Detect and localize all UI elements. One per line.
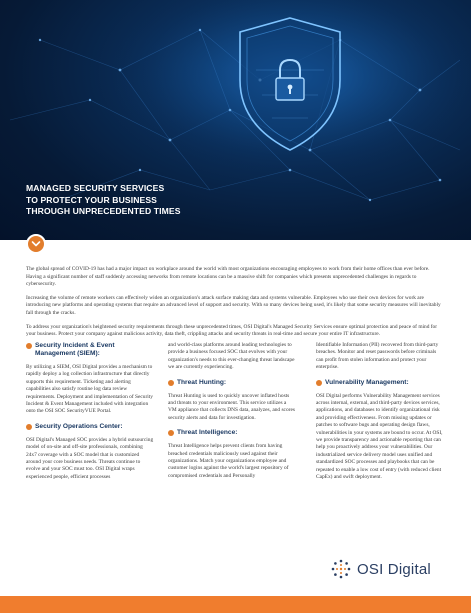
footer-bar — [0, 596, 471, 613]
section-body: OSI Digital performs Vulnerability Management services across internal, external, and third-party devices services, applications, and databases to identify organizational risk and providing effectiveness. From missing updates or patches to software bugs and operating design flaws, vulnerabilities in your systems are bound to occur. At OSI, we provide transparency and actionable reporting that can help you proactively address your vulnerabilities. Our industrialized service delivery model uses unified and standardized SOC processes and playbooks that can be repeated to enable a low cost of entry (with reduced client CapEx) and swift deployment. — [316, 392, 443, 481]
chevron-down-button[interactable] — [26, 234, 46, 254]
bullet-dot-icon — [316, 380, 322, 386]
section-title: Security Operations Center: — [35, 422, 123, 430]
osi-digital-logo — [330, 558, 431, 580]
section-title: Threat Hunting: — [177, 378, 227, 386]
section-body: Identifiable Information (PII) recovered from third-party breaches. Monitor and reset passwords before criminals can profit from stolen information and protect your enterprise. — [316, 342, 439, 371]
section-body: and world-class platforms around leading technologies to provide a business focused SOC that evolves with your organization's needs to this ever-changing threat landscape we are currently experiencing. — [168, 342, 295, 371]
section-body: OSI Digital's Managed SOC provides a hybrid outsourcing model of on-site and off-site professionals, combining 24x7 coverage with a SOC model that is customized around your core business needs. Threats continue to evolve and your SOC must too. OSI Digital wraps experienced people, efficient processes — [26, 436, 154, 480]
hero-banner — [0, 0, 471, 240]
logo-text: OSI Digital — [357, 560, 431, 578]
intro-paragraph: To address your organization's heightened security requirements through these unprecedented times, OSI Digital's Managed Security Services ensure optimal protection and peace of mind for your business. Protect your company against malicious activity, data theft, crippling attacks and security threats in real-time and secure your entire IT infrastructure. — [26, 323, 438, 338]
section-body: Threat Hunting is used to quickly uncover inflated hosts and threats to your environment. This service utilizes a VM appliance that collects DNS data, analyzes, and scores security alerts and data for investigation. — [168, 392, 295, 421]
section-body: By utilizing a SIEM, OSI Digital provides a mechanism to rapidly deploy a log collection infrastructure that directly supports this requirement. Ticketing and alerting capabilities also satisfy routine log data review requirements. Deployment and implementation of Security Incident & Event Management included with integration onto the OSI SOC SecurityVUE Portal. — [26, 364, 153, 415]
intro-text — [26, 266, 444, 345]
section-heading-threat-intelligence — [168, 429, 296, 437]
column-1 — [26, 342, 154, 488]
chevron-down-icon — [31, 240, 41, 248]
intro-paragraph: The global spread of COVID-19 has had a major impact on workplace around the world with most organizations encouraging employees to work from their home offices than ever before. Having a significant number of staff suddenly accessing networks from remote locations can be a massive shift for companies which presents unprecedented challenges in regards to cybersecurity. — [26, 266, 430, 288]
osi-logo-icon — [330, 558, 352, 580]
section-title: Threat Intelligence: — [177, 429, 238, 437]
section-body: Threat Intelligence helps prevent clients from having breached credentials maliciously used against their organizations. Match your organizations employee and customer logins against the world's largest repository of compromised credentials and Personally — [168, 443, 289, 479]
hero-title-line: TO PROTECT YOUR BUSINESS — [26, 194, 158, 205]
column-2 — [168, 342, 296, 487]
column-3 — [316, 342, 444, 489]
hero-title-line: THROUGH UNPRECEDENTED TIMES — [26, 206, 181, 217]
bullet-dot-icon — [26, 424, 32, 430]
section-title: Vulnerability Management: — [325, 378, 409, 386]
bullet-dot-icon — [26, 343, 32, 349]
hero-title — [26, 183, 226, 218]
section-heading-vulnerability — [316, 379, 444, 387]
section-heading-threat-hunting — [168, 379, 296, 387]
hero-title-line: MANAGED SECURITY SERVICES — [26, 183, 165, 193]
section-heading-soc — [26, 423, 154, 431]
section-heading-siem — [26, 342, 154, 358]
bullet-dot-icon — [168, 430, 174, 436]
intro-paragraph: Increasing the volume of remote workers can effectively widen an organization's attack surface making data and systems vulnerable. Employees who use their own devices for work are introducing new platforms and operating systems that require an advanced level of support and security. With so many devices being used, it's likely that some security measures will inevitably fall through the cracks. — [26, 294, 441, 316]
section-title: Security Incident & Event Management (SIEM): — [35, 342, 115, 357]
bullet-dot-icon — [168, 380, 174, 386]
